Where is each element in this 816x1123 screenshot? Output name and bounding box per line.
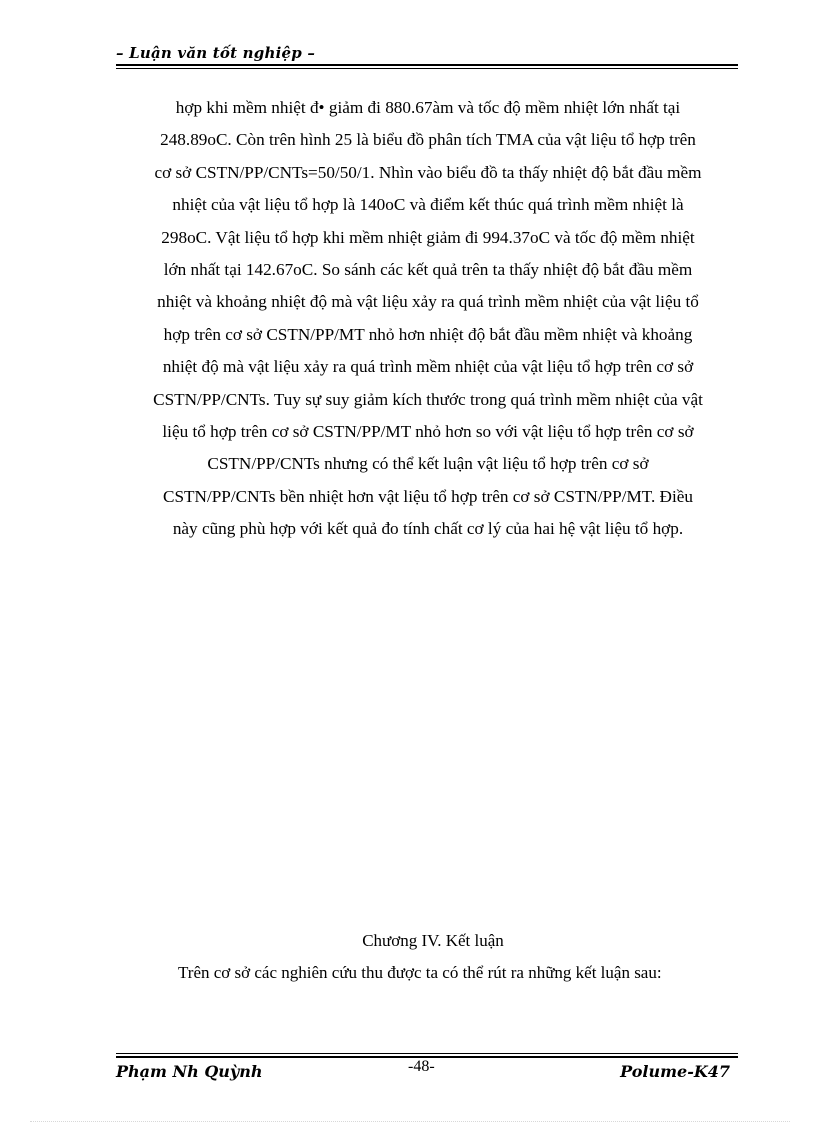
body-line: hợp trên cơ sở CSTN/PP/MT nhỏ hơn nhiệt độ bắt đầu mềm nhiệt và khoảng <box>163 324 693 344</box>
footer-author: Phạm Nh Quỳnh <box>116 1062 263 1081</box>
header-rule-thin <box>116 68 738 69</box>
footer-volume: Polume-K47 <box>620 1062 730 1081</box>
body-line: nhiệt của vật liệu tổ hợp là 140oC và điểm kết thúc quá trình mềm nhiệt là <box>172 195 684 215</box>
body-line: hợp khi mềm nhiệt đ• giảm đi 880.67àm và tốc độ mềm nhiệt lớn nhất tại <box>175 98 681 117</box>
page-edge-divider <box>30 1121 790 1122</box>
body-line: này cũng phù hợp với kết quả đo tính chất cơ lý của hai hệ vật liệu tổ hợp. <box>172 519 684 539</box>
body-line: lớn nhất tại 142.67oC. So sánh các kết quả trên ta thấy nhiệt độ bắt đầu mềm <box>163 260 693 280</box>
body-line: 298oC. Vật liệu tổ hợp khi mềm nhiệt giảm đi 994.37oC và tốc độ mềm nhiệt <box>161 227 695 247</box>
body-line: 248.89oC. Còn trên hình 25 là biểu đồ phân tích TMA của vật liệu tổ hợp trên <box>160 130 696 150</box>
page-number: -48- <box>408 1058 435 1075</box>
body-line: CSTN/PP/CNTs nhưng có thể kết luận vật liệu tổ hợp trên cơ sở <box>207 454 649 474</box>
body-line: nhiệt và khoảng nhiệt độ mà vật liệu xảy ra quá trình mềm nhiệt của vật liệu tổ <box>157 292 699 312</box>
body-line: CSTN/PP/CNTs bền nhiệt hơn vật liệu tổ hợp trên cơ sở CSTN/PP/MT. Điều <box>163 486 693 506</box>
body-line: nhiệt độ mà vật liệu xảy ra quá trình mềm nhiệt của vật liệu tổ hợp trên cơ sở <box>162 357 694 377</box>
chapter-heading: Chương IV. Kết luận <box>362 931 504 950</box>
body-line: CSTN/PP/CNTs. Tuy sự suy giảm kích thước trong quá trình mềm nhiệt của vật <box>153 389 703 409</box>
footer-rule-thin <box>116 1053 738 1054</box>
body-line: liệu tổ hợp trên cơ sở CSTN/PP/MT nhỏ hơn so với vật liệu tổ hợp trên cơ sở <box>162 422 694 442</box>
running-header-title: – Luận văn tốt nghiệp – <box>116 44 316 62</box>
header-rule-thick <box>116 64 738 66</box>
body-paragraph <box>118 92 738 546</box>
body-line: cơ sở CSTN/PP/CNTs=50/50/1. Nhìn vào biểu đồ ta thấy nhiệt độ bắt đầu mềm <box>154 162 702 182</box>
chapter-intro-text: Trên cơ sở các nghiên cứu thu được ta có thể rút ra những kết luận sau: <box>178 963 662 982</box>
